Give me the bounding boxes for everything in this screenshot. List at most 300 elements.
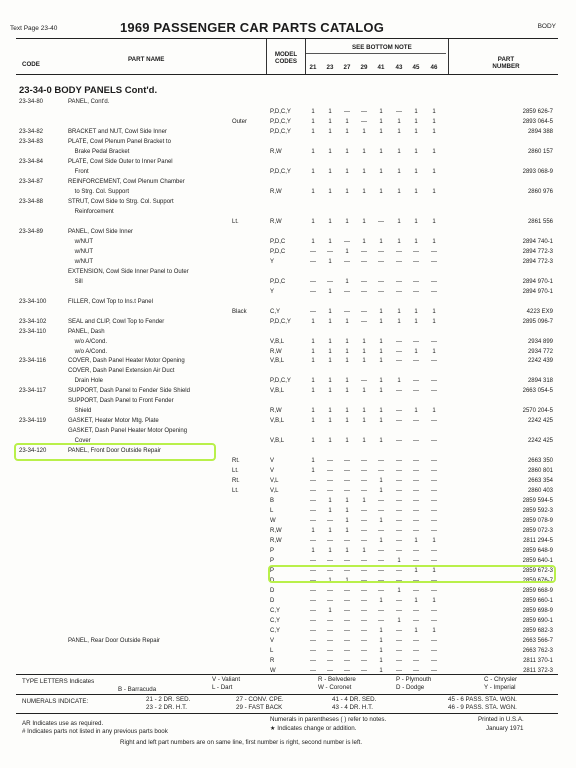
part-name: Sill	[68, 278, 83, 285]
application-mark: —	[310, 657, 316, 664]
part-code: 23-34-80	[19, 99, 44, 105]
application-mark: —	[413, 458, 419, 465]
col-part-name: PART NAME	[128, 56, 165, 63]
application-mark: 1	[379, 118, 383, 125]
application-mark: —	[431, 637, 437, 644]
application-mark: 1	[328, 578, 332, 585]
application-mark: —	[431, 468, 437, 475]
part-code: 23-34-120	[19, 448, 47, 455]
part-code: 23-34-119	[19, 418, 46, 425]
application-mark: 1	[414, 188, 418, 195]
part-name: GASKET, Heater Motor Mtg. Plate	[68, 418, 159, 425]
table-row	[0, 178, 576, 186]
application-mark: 1	[414, 108, 418, 115]
application-mark: —	[378, 578, 384, 585]
application-mark: —	[361, 508, 367, 515]
application-mark: 1	[311, 348, 315, 355]
application-mark: —	[361, 598, 367, 604]
application-mark: 1	[432, 627, 436, 634]
table-row	[0, 238, 576, 246]
application-mark: —	[431, 607, 437, 614]
application-mark: —	[396, 657, 402, 664]
application-mark: 1	[345, 348, 349, 355]
application-mark: —	[310, 637, 316, 644]
application-mark: —	[310, 568, 316, 575]
application-mark: 1	[328, 548, 332, 555]
application-mark: 1	[345, 218, 349, 225]
application-mark: —	[396, 388, 402, 395]
part-number: 2859 640-1	[522, 558, 553, 565]
footer-note: Right and left part numbers are on same line, first number is right, second number is left.	[120, 739, 363, 746]
application-mark: 1	[311, 468, 315, 475]
application-mark: —	[396, 528, 402, 535]
model-codes: V	[270, 458, 275, 465]
application-mark: —	[413, 478, 419, 485]
application-mark: 1	[328, 238, 332, 245]
part-number: 2860 801	[527, 468, 553, 475]
part-number: 2859 626-7	[522, 108, 553, 115]
printed-in: Printed in U.S.A.	[478, 716, 524, 723]
application-mark: 1	[345, 338, 349, 345]
model-codes: R,W	[270, 188, 282, 195]
application-mark: 1	[379, 538, 383, 545]
application-mark: 1	[362, 438, 366, 445]
application-mark: 1	[328, 318, 332, 325]
part-name: Shield	[68, 408, 92, 415]
table-row	[0, 128, 576, 136]
application-mark: —	[413, 258, 419, 265]
part-code: 23-34-88	[19, 198, 44, 205]
application-mark: 1	[414, 568, 418, 575]
application-mark: 1	[379, 308, 383, 315]
application-mark: —	[344, 588, 350, 595]
application-mark: 1	[379, 338, 383, 345]
application-mark: 1	[311, 458, 315, 465]
legend-num-29: 29 - FAST BACK	[236, 704, 283, 711]
model-codes: Y	[270, 258, 275, 265]
application-mark: 1	[345, 118, 349, 125]
application-mark: 1	[379, 518, 383, 525]
application-mark: 1	[362, 408, 366, 415]
part-number: 2859 690-1	[522, 617, 553, 624]
application-mark: —	[310, 667, 316, 674]
application-mark: —	[431, 508, 437, 515]
printed-date: January 1971	[486, 725, 524, 732]
model-codes: V,B,L	[270, 418, 285, 425]
application-mark: 1	[328, 338, 332, 345]
application-mark: —	[361, 108, 367, 115]
application-mark: —	[327, 588, 333, 595]
application-mark: —	[396, 288, 402, 295]
table-row	[0, 627, 576, 635]
application-mark: 1	[432, 188, 436, 195]
col-model-2: CODES	[274, 58, 297, 65]
application-mark: —	[431, 378, 437, 385]
application-mark: —	[327, 488, 333, 495]
application-mark: 1	[345, 388, 349, 395]
application-mark: —	[344, 238, 350, 245]
table-row	[0, 298, 576, 306]
application-mark: 1	[328, 258, 332, 265]
application-mark: —	[378, 288, 384, 295]
table-row	[0, 387, 576, 395]
application-mark: 1	[345, 278, 349, 285]
application-mark: —	[344, 478, 350, 485]
application-mark: —	[378, 498, 384, 505]
application-mark: 1	[397, 218, 401, 225]
application-mark: —	[396, 568, 402, 575]
part-name: PANEL, Front Door Outside Repair	[68, 448, 161, 455]
application-mark: 1	[328, 288, 332, 295]
application-mark: —	[361, 627, 367, 634]
part-number: 2893 064-5	[522, 118, 553, 125]
table-row	[0, 647, 576, 655]
application-mark: 1	[362, 148, 366, 155]
application-mark: —	[413, 667, 419, 674]
table-row	[0, 278, 576, 286]
application-mark: —	[378, 607, 384, 614]
application-mark: —	[310, 647, 316, 654]
application-mark: 1	[362, 418, 366, 425]
model-codes: D	[270, 588, 275, 595]
model-codes: V,L	[270, 488, 279, 495]
part-name: SUPPORT, Dash Panel to Front Fender	[68, 398, 174, 405]
application-mark: 1	[345, 248, 349, 255]
table-row	[0, 637, 576, 645]
col-code: CODE	[22, 61, 40, 68]
application-mark: —	[327, 617, 333, 624]
application-mark: —	[310, 538, 316, 545]
header-rule-bottom	[16, 74, 558, 75]
application-mark: 1	[328, 188, 332, 195]
legend-type-v: V - Valiant	[212, 676, 241, 683]
application-mark: —	[396, 548, 402, 555]
application-mark: —	[431, 667, 437, 674]
application-mark: 1	[397, 318, 401, 325]
legend-rule-mid	[16, 694, 558, 695]
model-codes: B	[270, 498, 275, 505]
note-ar: AR Indicates use as required.	[22, 720, 104, 727]
part-name: to Strg. Col. Support	[68, 188, 130, 195]
application-mark: —	[413, 248, 419, 255]
model-codes: R	[270, 657, 275, 664]
application-mark: —	[361, 647, 367, 654]
application-mark: —	[431, 488, 437, 495]
part-name: w/NUT	[68, 248, 93, 255]
application-mark: —	[361, 258, 367, 265]
application-mark: 1	[379, 637, 383, 644]
part-number: 2894 772-3	[522, 248, 553, 255]
legend-type-b: B - Barracuda	[118, 686, 157, 693]
application-mark: —	[378, 558, 384, 565]
legend-numerals-label: NUMERALS INDICATE:	[22, 698, 89, 705]
table-row	[0, 557, 576, 565]
application-mark: 1	[328, 438, 332, 445]
part-name: GASKET, Dash Panel Heater Motor Opening	[68, 428, 188, 435]
application-mark: 1	[328, 498, 332, 505]
application-mark: —	[327, 478, 333, 485]
application-mark: —	[378, 528, 384, 535]
highlight-front-door-panel	[14, 443, 216, 461]
application-mark: —	[361, 318, 367, 325]
application-mark: —	[361, 478, 367, 485]
model-codes: P	[270, 568, 275, 575]
application-mark: —	[413, 617, 419, 624]
category-label: BODY	[537, 23, 556, 30]
table-row	[0, 487, 576, 495]
part-number: 2859 698-9	[522, 607, 553, 614]
application-mark: —	[378, 258, 384, 265]
application-mark: 1	[397, 118, 401, 125]
table-row	[0, 467, 576, 475]
application-mark: 1	[362, 338, 366, 345]
table-row	[0, 168, 576, 176]
text-page-ref: Text Page 23-40	[10, 25, 58, 32]
application-mark: 1	[362, 218, 366, 225]
application-mark: 1	[432, 348, 436, 355]
application-mark: 1	[362, 188, 366, 195]
table-row	[0, 218, 576, 226]
application-mark: —	[310, 288, 316, 295]
model-codes: P,D,C	[270, 278, 286, 285]
legend-num-45: 45 - 6 PASS. STA. WGN.	[448, 696, 517, 703]
numeral-header-29: 29	[360, 64, 368, 71]
application-mark: —	[344, 468, 350, 475]
divider-notes	[305, 39, 306, 74]
part-number: 2811 372-3	[523, 667, 553, 674]
part-side: Rt.	[232, 458, 240, 465]
application-mark: —	[396, 348, 402, 355]
application-mark: 1	[432, 598, 436, 604]
application-mark: 1	[345, 408, 349, 415]
model-codes: P,D,C,Y	[270, 168, 291, 175]
application-mark: 1	[362, 238, 366, 245]
note-parens: Numerals in parentheses ( ) refer to notes.	[270, 716, 387, 723]
model-codes: V,L	[270, 478, 279, 485]
application-mark: 1	[362, 358, 366, 365]
application-mark: 1	[379, 647, 383, 654]
application-mark: 1	[345, 418, 349, 425]
part-number: 2894 970-1	[522, 278, 553, 285]
col-part-number-2: NUMBER	[492, 63, 520, 70]
application-mark: 1	[328, 418, 332, 425]
application-mark: —	[413, 338, 419, 345]
part-number: 2894 318	[527, 378, 553, 385]
application-mark: 1	[379, 388, 383, 395]
application-mark: 1	[432, 568, 436, 575]
part-side: Lt.	[232, 218, 239, 225]
application-mark: 1	[362, 548, 366, 555]
application-mark: 1	[311, 358, 315, 365]
part-number: 2811 370-1	[523, 657, 553, 664]
table-row	[0, 158, 576, 166]
application-mark: —	[413, 647, 419, 654]
part-name: PANEL, Rear Door Outside Repair	[68, 637, 160, 644]
legend-type-c: C - Chrysler	[484, 676, 518, 683]
table-row	[0, 477, 576, 485]
part-name: BRACKET and NUT, Cowl Side Inner	[68, 128, 167, 135]
numeral-header-27: 27	[343, 64, 351, 71]
application-mark: —	[431, 548, 437, 555]
application-mark: 1	[311, 118, 315, 125]
model-codes: R,W	[270, 148, 282, 155]
table-row	[0, 427, 576, 435]
numeral-header-43: 43	[395, 64, 403, 71]
application-mark: —	[378, 617, 384, 624]
application-mark: —	[310, 617, 316, 624]
application-mark: —	[361, 558, 367, 565]
application-mark: —	[310, 578, 316, 585]
application-mark: —	[344, 627, 350, 634]
application-mark: 1	[379, 128, 383, 135]
table-row	[0, 328, 576, 336]
application-mark: —	[361, 278, 367, 285]
table-row	[0, 288, 576, 296]
highlight-part-row	[268, 565, 556, 583]
model-codes: V,B,L	[270, 438, 285, 445]
part-number: 2859 660-1	[522, 598, 553, 604]
application-mark: 1	[345, 148, 349, 155]
application-mark: —	[396, 627, 402, 634]
part-name: SUPPORT, Dash Panel to Fender Side Shield	[68, 388, 190, 395]
legend-type-label: TYPE LETTERS Indicates	[22, 678, 95, 685]
application-mark: —	[327, 627, 333, 634]
part-number: 2859 682-3	[522, 627, 553, 634]
table-row	[0, 228, 576, 236]
application-mark: —	[431, 248, 437, 255]
application-mark: —	[431, 558, 437, 565]
application-mark: —	[413, 508, 419, 515]
application-mark: —	[396, 438, 402, 445]
table-row	[0, 248, 576, 256]
application-mark: 1	[432, 108, 436, 115]
part-code: 23-34-110	[19, 328, 46, 335]
model-codes: C,Y	[270, 617, 281, 624]
application-mark: 1	[432, 308, 436, 315]
table-row	[0, 417, 576, 425]
application-mark: 1	[345, 358, 349, 365]
table-row	[0, 407, 576, 415]
part-name: REINFORCEMENT, Cowl Plenum Chamber	[68, 178, 185, 185]
see-note-rule	[306, 53, 446, 54]
application-mark: 1	[328, 607, 332, 614]
table-row	[0, 657, 576, 665]
application-mark: —	[378, 508, 384, 515]
application-mark: 1	[362, 348, 366, 355]
application-mark: 1	[345, 438, 349, 445]
application-mark: 1	[397, 238, 401, 245]
application-mark: 1	[362, 168, 366, 175]
application-mark: —	[327, 248, 333, 255]
application-mark: —	[396, 338, 402, 345]
application-mark: —	[396, 578, 402, 585]
application-mark: 1	[379, 488, 383, 495]
application-mark: —	[344, 647, 350, 654]
part-number: 2895 096-7	[522, 318, 553, 325]
application-mark: 1	[362, 498, 366, 505]
table-row	[0, 397, 576, 405]
application-mark: —	[431, 258, 437, 265]
application-mark: 1	[362, 388, 366, 395]
part-number: 2663 054-5	[522, 388, 553, 395]
part-number: 2859 594-5	[522, 498, 553, 505]
application-mark: —	[327, 278, 333, 285]
application-mark: 1	[311, 388, 315, 395]
part-name: PLATE, Cowl Side Outer to Inner Panel	[68, 158, 173, 165]
model-codes: P,D,C,Y	[270, 318, 291, 325]
application-mark: —	[413, 488, 419, 495]
application-mark: —	[378, 218, 384, 225]
application-mark: 1	[379, 438, 383, 445]
application-mark: —	[361, 468, 367, 475]
model-codes: C,Y	[270, 308, 281, 315]
application-mark: —	[361, 308, 367, 315]
part-number: 2894 772-3	[522, 258, 553, 265]
application-mark: —	[431, 657, 437, 664]
application-mark: 1	[328, 358, 332, 365]
application-mark: —	[327, 468, 333, 475]
part-code: 23-34-102	[19, 318, 47, 325]
numeral-header-21: 21	[309, 64, 317, 71]
part-number: 2859 668-9	[522, 588, 553, 595]
application-mark: 1	[328, 388, 332, 395]
application-mark: —	[361, 568, 367, 575]
table-row	[0, 268, 576, 276]
page-title: 1969 PASSENGER CAR PARTS CATALOG	[120, 20, 385, 35]
application-mark: —	[396, 498, 402, 505]
application-mark: 1	[328, 408, 332, 415]
model-codes: P,D,C,Y	[270, 378, 291, 385]
application-mark: 1	[414, 408, 418, 415]
application-mark: 1	[345, 318, 349, 325]
application-mark: —	[431, 518, 437, 525]
part-number: 2859 078-9	[522, 518, 553, 525]
application-mark: 1	[311, 408, 315, 415]
application-mark: —	[413, 468, 419, 475]
application-mark: 1	[345, 498, 349, 505]
application-mark: 1	[379, 378, 383, 385]
model-codes: P,D,C,Y	[270, 108, 291, 115]
model-codes: L	[270, 647, 274, 654]
application-mark: —	[310, 258, 316, 265]
model-codes: V,B,L	[270, 388, 285, 395]
legend-type-d: D - Dodge	[396, 684, 425, 691]
model-codes: Y	[270, 288, 275, 295]
application-mark: —	[327, 568, 333, 575]
application-mark: 1	[432, 318, 436, 325]
application-mark: 1	[328, 218, 332, 225]
model-codes: R,W	[270, 348, 282, 355]
application-mark: 1	[311, 238, 315, 245]
table-row	[0, 507, 576, 515]
part-number: 2242 425	[527, 438, 553, 445]
application-mark: 1	[432, 238, 436, 245]
application-mark: —	[344, 607, 350, 614]
application-mark: —	[378, 458, 384, 465]
application-mark: —	[327, 647, 333, 654]
application-mark: —	[413, 278, 419, 285]
model-codes: R,W	[270, 218, 282, 225]
application-mark: —	[431, 528, 437, 535]
application-mark: 1	[379, 478, 383, 485]
application-mark: 1	[379, 627, 383, 634]
application-mark: —	[327, 558, 333, 565]
model-codes: V,B,L	[270, 338, 285, 345]
application-mark: —	[396, 488, 402, 495]
application-mark: 1	[345, 168, 349, 175]
part-number: 2663 566-7	[522, 637, 553, 644]
application-mark: 1	[379, 598, 383, 604]
